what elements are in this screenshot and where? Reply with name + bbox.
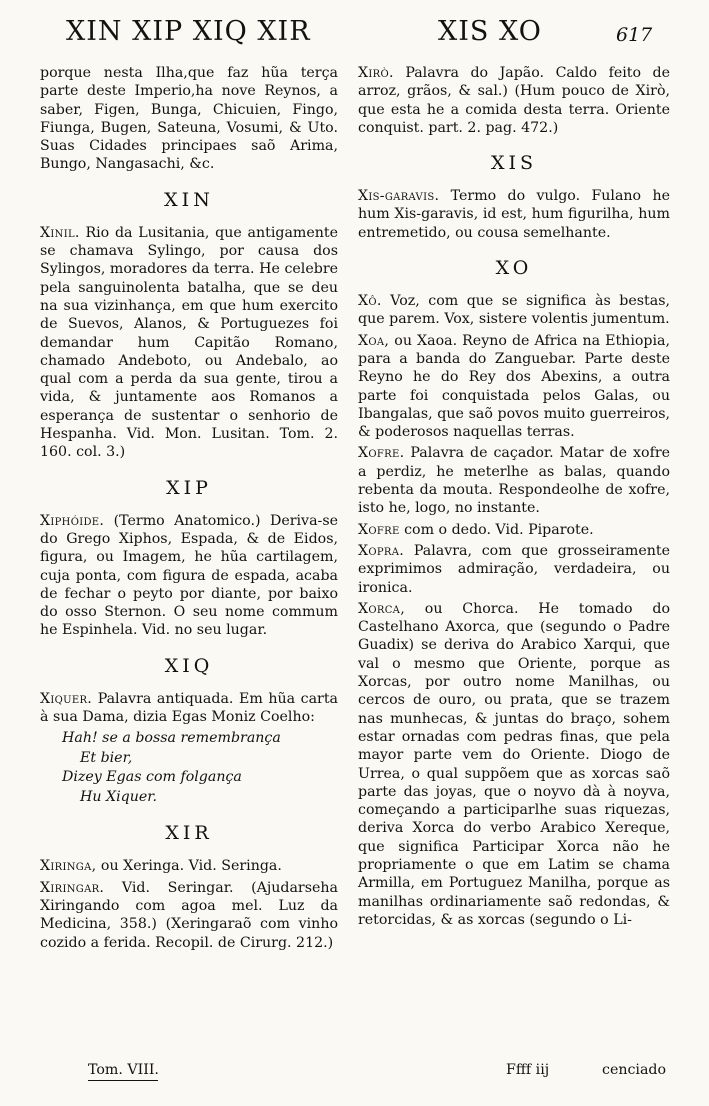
- definition-xo: Voz, com que se significa às bestas, que parem. Vox, sistere volentis jumentum.: [358, 293, 670, 328]
- definition-xopra: Palavra, com que grosseiramente exprimimos admiração, verdadeira, ou ironica.: [358, 542, 670, 596]
- definition-xinil: Rio da Lusitania, que antigamente se chamava Sylingo, por causa dos Sylingos, moradores da terra. He celebre pela sanguinolenta batalha, que se deu na sua vizinhança, em que hum exercito de Suevos, Alanos, & Portuguezes foi demandar hum Capitão Romano, chamado Andeboto, ou Andebalo, ao qual com a perda da sua gente, tirou a vida, & juntamente aos Romanos a esperança de sustentar o senhorio de Hespanha. Vid. Mon. Lusitan. Tom. 2. 160. col. 3.): [40, 224, 338, 461]
- definition-xiphoide: (Termo Anatomico.) Deriva-se do Grego Xiphos, Espada, & de Eidos, figura, ou Imagem, he hũa cartilagem, cuja ponta, com figura de espada, acaba de fechar o peyto por diante, por baixo do osso Sternon. O seu nome commum he Espinhela. Vid. no seu lugar.: [40, 512, 338, 639]
- definition-xorca: ou Chorca. He tomado do Castelhano Axorca, que (segundo o Padre Guadix) se deriva do Arabico Xarqui, que val o mesmo que Oriente, porque as Xorcas, por outro nome Manilhas, ou cercos de ouro, ou prata, que se trazem nas munhecas, & juntas do braço, sohem estar ornadas com pedras finas, que pela mayor parte vem do Oriente. Diogo de Urrea, o qual suppõem que as xorcas saõ parte das joyas, que o noyvo dà à noyva, começando a participarlhe suas riquezas, deriva Xorca do verbo Arabico Xereque, que significa Participar Xorca não he propriamente o que em Latim se chama Armilla, em Portuguez Manilha, porque as manilhas ordinariamente saõ redondas, & retorcidas, & as xorcas (segundo o Li-: [358, 600, 670, 928]
- entry-xofre-dedo: [358, 521, 670, 539]
- section-heading-xo: XO: [495, 257, 533, 280]
- entry-xopra: [358, 542, 670, 597]
- entry-xiquer: [40, 690, 338, 727]
- definition-xis-garavis: Termo do vulgo. Fulano he hum Xis-garavis, id est, hum figurilha, hum entremetido, ou cousa semelhante.: [358, 188, 670, 241]
- headword-xiphoide: Xiphóide.: [40, 512, 105, 529]
- entry-xofre: [358, 444, 670, 517]
- definition-xiro: Palavra do Japão. Caldo feito de arroz, grãos, & sal.) (Hum pouco de Xirò, que esta he a comida desta terra. Oriente conquist. part. 2. pag. 472.): [358, 65, 670, 136]
- section-heading-xir: XIR: [165, 822, 213, 845]
- headword-xoa: Xoa,: [358, 332, 390, 349]
- definition-xofre-dedo: com o dedo. Vid. Piparote.: [404, 521, 594, 538]
- entry-continuation: porque nesta Ilha,que faz hũa terça parte deste Imperio,ha nove Reynos, a saber, Figen, Bunga, Chicuien, Fingo, Fiunga, Bugen, Sateuna, Vosumi, & Uto. Suas Cidades principaes saõ Arima, Bungo, Nangasachi, &c.: [40, 65, 338, 173]
- definition-xiquer: Palavra antiquada. Em hũa carta à sua Dama, dizia Egas Moniz Coelho:: [40, 690, 338, 726]
- headword-xorca: Xorca,: [358, 600, 406, 617]
- headword-xinil: Xinil.: [40, 224, 80, 241]
- running-headwords-right: XIS XO: [438, 16, 542, 47]
- running-header: [0, 16, 709, 66]
- volume-underline: [88, 1080, 158, 1081]
- entry-xinil: [40, 224, 338, 462]
- catchword: cenciado: [602, 1062, 667, 1078]
- page-number: 617: [616, 24, 653, 46]
- entry-xis-garavis: [358, 187, 670, 242]
- section-heading-xiq: XIQ: [164, 654, 214, 677]
- entry-xo: [358, 292, 670, 329]
- volume-mark: Tom. VIII.: [88, 1062, 159, 1078]
- signature-mark: Ffff iij: [506, 1062, 550, 1078]
- section-heading-xip: XIP: [166, 476, 212, 499]
- entry-xorca: [358, 600, 670, 929]
- headword-xis-garavis: Xis-garavis.: [358, 188, 440, 205]
- headword-xiringa: Xiringa,: [40, 858, 97, 875]
- headword-xiro: Xirò.: [358, 65, 394, 81]
- entry-xiringar: [40, 879, 338, 952]
- headword-xopra: Xopra.: [358, 542, 405, 559]
- entry-xiphoide: [40, 512, 338, 640]
- headword-xofre-dedo: Xofre: [358, 521, 400, 538]
- verse-line-2: Et bier,: [80, 749, 133, 766]
- section-heading-xin: XIN: [164, 188, 214, 211]
- definition-xofre: Palavra de caçador. Matar de xofre a perdiz, he meterlhe as balas, quando rebenta da mouta. Respondeolhe de xofre, isto he, logo, no instante.: [358, 445, 670, 517]
- headword-xofre: Xofre.: [358, 445, 405, 462]
- headword-xo: Xô.: [358, 293, 382, 310]
- verse-line-4: Hu Xiquer.: [80, 788, 158, 805]
- running-headwords-left: XIN XIP XIQ XIR: [66, 16, 311, 47]
- headword-xiquer: Xiquer.: [40, 690, 93, 707]
- entry-xoa: [358, 332, 670, 442]
- verse-line-3: Dizey Egas com folgança: [62, 769, 242, 786]
- verse-line-1: Hah! se a bossa remembrança: [62, 730, 281, 747]
- definition-xiringar: Vid. Seringar. (Ajudarseha Xiringando com agoa mel. Luz da Medicina, 358.) (Xeringaraõ com vinho cozido a ferida. Recopil. de Cirurg. 212.): [40, 879, 338, 951]
- headword-xiringar: Xiringar.: [40, 879, 105, 896]
- section-heading-xis: XIS: [490, 152, 538, 175]
- entry-xiringa: [40, 857, 338, 875]
- right-column: [358, 64, 670, 932]
- left-column: [40, 64, 338, 955]
- definition-xoa: ou Xaoa. Reyno de Africa na Ethiopia, para a banda do Zanguebar. Parte deste Reyno he do Rey dos Abexins, a outra parte foi conquistada pelos Galas, ou Ibangalas, que saõ povos muito guerreiros, & poderosos naquellas terras.: [358, 332, 670, 441]
- definition-xiringa: ou Xeringa. Vid. Seringa.: [100, 858, 282, 875]
- entry-xiro: [358, 64, 670, 137]
